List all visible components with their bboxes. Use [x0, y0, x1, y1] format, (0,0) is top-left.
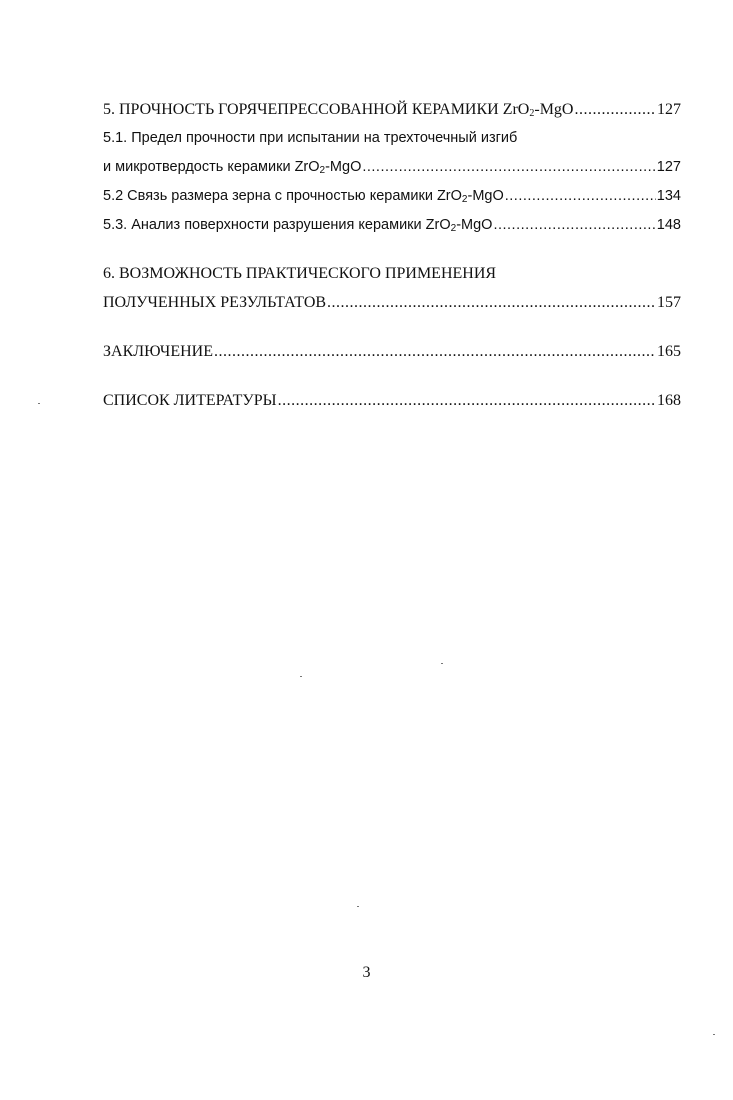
toc-entry-references[interactable]: [103, 386, 681, 415]
dot-leader: [362, 153, 655, 182]
toc-entry-conclusion[interactable]: [103, 337, 681, 366]
toc-entry-label: и микротвердость керамики ZrO$_2$-MgO: [103, 159, 362, 176]
toc-entry-page: 157: [657, 294, 681, 311]
toc-entry-chapter-6-line-1[interactable]: [103, 259, 681, 288]
toc-entry-section-5-3[interactable]: [103, 211, 681, 240]
toc-entry-label: 5.1. Предел прочности при испытании на трехточечный изгиб: [103, 130, 518, 146]
toc-entry-page: 165: [657, 343, 681, 360]
toc-entry-section-5-2[interactable]: [103, 182, 681, 211]
scan-speck: [441, 663, 443, 664]
scan-speck: [300, 676, 302, 677]
dot-leader: [278, 386, 656, 415]
scan-speck: [38, 403, 40, 404]
toc-entry-page: 127: [657, 101, 681, 118]
toc-entry-chapter-6-line-2[interactable]: [103, 288, 681, 317]
toc-entry-label: ЗАКЛЮЧЕНИЕ: [103, 343, 213, 360]
toc-entry-label: ПОЛУЧЕННЫХ РЕЗУЛЬТАТОВ: [103, 294, 327, 311]
toc-entry-section-5-1-line-1[interactable]: [103, 124, 681, 153]
toc-entry-label: СПИСОК ЛИТЕРАТУРЫ: [103, 392, 277, 409]
dot-leader: [493, 211, 655, 240]
toc-entry-page: 127: [656, 159, 681, 175]
toc-entry-page: 168: [657, 392, 681, 409]
toc-entry-section-5-1-line-2[interactable]: [103, 153, 681, 182]
toc-entry-page: 148: [656, 217, 681, 233]
scan-speck: [713, 1034, 715, 1035]
page-number: 3: [362, 964, 371, 981]
table-of-contents: [103, 95, 681, 415]
dot-leader: [214, 337, 656, 366]
toc-entry-chapter-5[interactable]: [103, 95, 681, 124]
toc-entry-label: 5. ПРОЧНОСТЬ ГОРЯЧЕПРЕССОВАННОЙ КЕРАМИКИ ZrO$_2$-MgO: [103, 101, 574, 119]
dot-leader: [574, 95, 656, 124]
toc-entry-label: 5.3. Анализ поверхности разрушения керамики ZrO$_2$-MgO: [103, 217, 493, 234]
dot-leader: [505, 182, 656, 211]
dot-leader: [327, 288, 656, 317]
toc-entry-label: 6. ВОЗМОЖНОСТЬ ПРАКТИЧЕСКОГО ПРИМЕНЕНИЯ: [103, 265, 497, 282]
toc-entry-page: 134: [656, 188, 681, 204]
toc-entry-label: 5.2 Связь размера зерна с прочностью керамики ZrO$_2$-MgO: [103, 188, 504, 205]
scan-speck: [357, 906, 359, 907]
